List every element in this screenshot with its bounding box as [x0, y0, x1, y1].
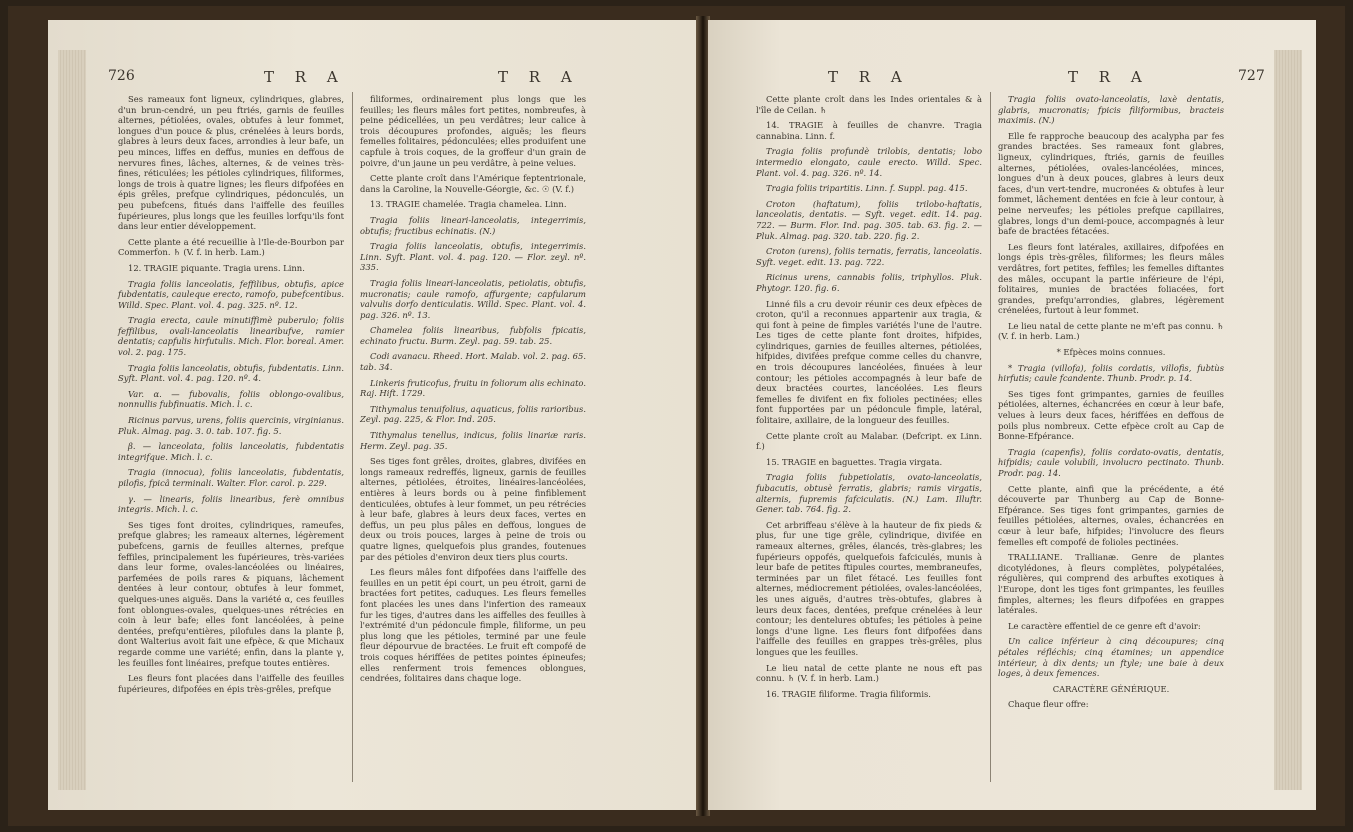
paragraph: Tragia foliis profundè trilobis, dentatis; lobo intermedio elongato, caule erecto. Willd. Spec. Plant. vol. 4. pag. 326. nº. 14.	[756, 146, 982, 178]
paragraph: Cette plante, ainfi que la précédente, a été découverte par Thunberg au Cap de Bonne-Efpérance. Ses tiges font grimpantes, garnies de feuilles pétiolées, alternes, ovales, échancrées en cœur à leur bafe, hifpides; l'involucre des fleurs femelles eft compofé de folioles pectinées.	[998, 483, 1224, 547]
paragraph: Tithymalus tenellus, indicus, foliis linariæ raris. Herm. Zeyl. pag. 35.	[360, 430, 586, 451]
running-head-right-1: T R A	[828, 68, 910, 86]
left-page-column-2	[360, 94, 586, 689]
paragraph: Croton (haftatum), foliis trilobo-haftatis, lanceolatis, dentatis. — Syft. veget. edit. 14. pag. 722. — Burm. Flor. Ind. pag. 305. tab. 63. fig. 2. — Pluk. Almag. pag. 320. tab. 220. fig. 2.	[756, 198, 982, 241]
paragraph: Tragia foliis lanceolatis, feffilibus, obtufis, apice fubdentatis, cauleque erecto, ramofo, pubefcentibus. Willd. Spec. Plant. vol. 4. pag. 325. nº. 12.	[118, 278, 344, 310]
paragraph: Cette plante croît dans les Indes orientales & à l'île de Ceilan. ♄	[756, 94, 982, 115]
paragraph: 13. TRAGIE chamelée. Tragia chamelea. Linn.	[370, 199, 567, 210]
paragraph: Ses tiges font grimpantes, garnies de feuilles pétiolées, alternes, échancrées en cœur à leur bafe, velues à leurs deux faces, hériffées en deffous de poils plus nombreux. Cette efpèce croît au Cap de Bonne-Efpérance.	[998, 388, 1224, 442]
paragraph: Cette plante croît au Malabar. (Defcript. ex Linn. f.)	[756, 430, 982, 452]
paragraph: Linné fils a cru devoir réunir ces deux efpèces de croton, qu'il a reconnues appartenir aux tragia, & qui font à peine de fimples variétés l'une de l'autre. Les tiges de cette plante font droites, hifpides, cylindriques, garnies de feuilles alternes, pétiolées, hifpides, divifées prefque comme celles du chanvre, en trois découpures lancéolées, finuées à leur contour; les pétioles accompagnés à leur bafe de deux bractées courtes, lancéolées. Les fleurs femelles fe divifent en fix folioles pectinées; elles font fupportées par un pédoncule fimple, latéral, folitaire, axillaire, de la longueur des feuilles.	[756, 298, 982, 426]
paragraph: Cet arbriffeau s'élève à la hauteur de fix pieds & plus, fur une tige grêle, cylindrique, divifée en rameaux alternes, grêles, élancés, très-glabres; les fupérieurs oppofés, quelquefois fafciculés, munis à leur bafe de petites ftipules courtes, membraneufes, terminées par un filet fétacé. Les feuilles font alternes, médiocrement pétiolées, ovales-lancéolées, les unes aiguës, d'autres très-obtufes, glabres à leurs deux faces, dentées, prefque crénelées à leur contour; les dentelures obtufes; les pétioles à peine longs d'une ligne. Les fleurs font difpofées dans l'aiffelle des feuilles en grappes très-grêles, plus longues que les feuilles.	[756, 519, 982, 657]
left-page-column-1	[118, 94, 344, 699]
paragraph: Tragia foliis ovato-lanceolatis, laxè dentatis, glabris, mucronatis; fpicis filiformibus, bracteis maximis. (N.)	[998, 94, 1224, 126]
paragraph: γ. — linearis, foliis linearibus, ferè omnibus integris. Mich. l. c.	[118, 493, 344, 515]
paragraph: Le lieu natal de cette plante ne m'eft pas connu. ♄ (V. f. in herb. Lam.)	[998, 320, 1224, 342]
paragraph: TRALLIANE. Trallianæ. Genre de plantes dicotylédones, à fleurs complètes, polypétalées, régulières, qui comprend des arbuftes exotiques à l'Europe, dont les tiges font grimpantes, les feuilles fimples, alternes; les fleurs difpofées en grappes latérales.	[998, 552, 1224, 616]
paragraph: Croton (urens), foliis ternatis, ferratis, lanceolatis. Syft. veget. edit. 13. pag. 722.	[756, 246, 982, 267]
paragraph: Le lieu natal de cette plante ne nous eft pas connu. ♄ (V. f. in herb. Lam.)	[756, 662, 982, 684]
paragraph: Cette plante croît dans l'Amérique feptentrionale, dans la Caroline, la Nouvelle-Géorgie, &c. ☉ (V. f.)	[360, 173, 586, 194]
left-page	[48, 20, 698, 810]
running-head-left-2: T R A	[498, 68, 580, 86]
paragraph: Tithymalus tenuifolius, aquaticus, foliis rarioribus. Zeyl. pag. 225, & Flor. Ind. 205.	[360, 403, 586, 425]
paragraph: 16. TRAGIE filiforme. Tragia filiformis.	[766, 688, 931, 699]
paragraph: Chaque fleur offre:	[1008, 699, 1089, 710]
paragraph: Linkeris fruticofus, fruitu in foliorum alis echinato. Raj. Hift. 1729.	[360, 377, 586, 399]
paragraph: 15. TRAGIE en baguettes. Tragia virgata.	[766, 456, 943, 467]
paragraph: Ricinus urens, cannabis foliis, triphyllos. Pluk. Phytogr. 120. fig. 6.	[756, 272, 982, 293]
paragraph: Tragia erecta, caule minutiffimè puberulo; foliis feffilibus, ovali-lanceolatis linearibufve, ramier dentatis; capfulis hirfutulis. Mich. Flor. boreal. Amer. vol. 2. pag. 175.	[118, 315, 344, 358]
paragraph: Tragia (innocua), foliis lanceolatis, fubdentatis, pilofis, fpicâ terminali. Walter. Flor. carol. p. 229.	[118, 467, 344, 488]
running-head-left-1: T R A	[264, 68, 346, 86]
page-number-left: 726	[108, 68, 135, 84]
paragraph: Les fleurs font latérales, axillaires, difpofées en longs épis très-grêles, filiformes; les fleurs mâles verdâtres, fort petites, feffiles; les femelles diftantes des mâles, occupant la partie inférieure de l'épi, folitaires, munies de bractées foliacées, fort grandes, prefqu'arrondies, glabres, légèrement crénelées, furtout à leur fommet.	[998, 241, 1224, 316]
paragraph: Elle fe rapproche beaucoup des acalypha par fes grandes bractées. Ses rameaux font glabres, ligneux, cylindriques, ftriés, garnis de feuilles alternes, pétiolées, ovales-lancéolées, minces, longues d'un à deux pouces, glabres à leurs deux faces, d'un vert-tendre, mucronées & obtufes à leur fommet, lâchement dentées en fcie à leur contour, à peine nerveufes; les pétioles prefque capillaires, glabres, longs d'un demi-pouce, accompagnés à leur bafe de bractées fétacées.	[998, 130, 1224, 237]
column-rule	[352, 92, 353, 782]
paragraph: Codi avanacu. Rheed. Hort. Malab. vol. 2. pag. 65. tab. 34.	[360, 351, 586, 373]
column-rule	[990, 92, 991, 782]
paragraph: Var. α. — fubovalis, foliis oblongo-ovalibus, nonnullis fubfinuatis. Mich. l. c.	[118, 388, 344, 410]
paragraph: β. — lanceolata, foliis lanceolatis, fubdentatis integrifque. Mich. l. c.	[118, 441, 344, 462]
running-head-right-2: T R A	[1068, 68, 1150, 86]
page-number-right: 727	[1238, 68, 1265, 84]
paragraph: Le caractère effentiel de ce genre eft d'avoir:	[1008, 620, 1201, 631]
page-edge-right	[1274, 50, 1302, 790]
paragraph: Tragia (capenfis), foliis cordato-ovatis, dentatis, hifpidis; caule volubili, involucro pectinato. Thunb. Prodr. pag. 14.	[998, 446, 1224, 478]
page-edge-left	[58, 50, 86, 790]
paragraph: Tragia foliis lanceolatis, obtufis, fubdentatis. Linn. Syft. Plant. vol. 4. pag. 120. nº. 4.	[118, 362, 344, 384]
paragraph: Tragia foliis lineari-lanceolatis, petiolatis, obtufis, mucronatis; caule ramofo, affurgente; capfularum valvulis dorfo denticulatis. Willd. Spec. Plant. vol. 4. pag. 326. nº. 13.	[360, 277, 586, 320]
paragraph: filiformes, ordinairement plus longs que les feuilles; les fleurs mâles fort petites, nombreufes, à peine pédicellées, un peu verdâtres; leur calice à trois découpures profondes, aiguës; les fleurs femelles folitaires, pédonculées; elles produifent une capfule à trois coques, de la groffeur d'un grain de poivre, d'un jaune un peu verdâtre, à peine velues.	[360, 94, 586, 168]
paragraph: Chamelea foliis linearibus, fubfolis fpicatis, echinato fructu. Burm. Zeyl. pag. 59. tab. 25.	[360, 325, 586, 346]
paragraph: Les fleurs font placées dans l'aiffelle des feuilles fupérieures, difpofées en épis très-grêles, prefque	[118, 673, 344, 694]
right-page	[708, 20, 1316, 810]
paragraph: Ricinus parvus, urens, foliis quercinis, virginianus. Pluk. Almag. pag. 3. 0. tab. 107. fig. 5.	[118, 415, 344, 436]
paragraph: CARACTÈRE GÉNÉRIQUE.	[1052, 683, 1170, 694]
paragraph: Tragia foliis tripartitis. Linn. f. Suppl. pag. 415.	[766, 183, 968, 194]
right-page-column-2	[998, 94, 1224, 715]
paragraph: Un calice inférieur à cinq découpures; cinq pétales réfléchis; cinq étamines; un appendice intérieur, à dix dents; un ftyle; une baie à deux loges, à deux femences.	[998, 636, 1224, 679]
paragraph: 14. TRAGIE à feuilles de chanvre. Tragia cannabina. Linn. f.	[756, 120, 982, 141]
paragraph: * Efpèces moins connues.	[1056, 347, 1166, 358]
right-page-column-1	[756, 94, 982, 704]
paragraph: Tragia foliis lanceolatis, obtufis, integerrimis. Linn. Syft. Plant. vol. 4. pag. 120. — Flor. zeyl. nº. 335.	[360, 241, 586, 273]
paragraph: Ses tiges font droites, cylindriques, rameufes, prefque glabres; les rameaux alternes, légèrement pubefcens, garnis de feuilles alternes, prefque feffiles, principalement les fupérieures, très-variées dans leur forme, ovales-lancéolées ou linéaires, parfemées de poils rares & piquans, lâchement dentées à leur contour, obtufes à leur fommet, quelques-unes aiguës. Dans la variété α, ces feuilles font oblongues-ovales, quelques-unes rétrécies en coin à leur bafe; elles font lancéolées, à peine dentées, prefqu'entières, pilofules dans la plante β, dont Walterius avoit fait une efpèce, & que Michaux regarde comme une variété; enfin, dans la plante γ, les feuilles font linéaires, prefque toutes entières.	[118, 519, 344, 668]
book-spread	[8, 6, 1345, 826]
paragraph: Ses rameaux font ligneux, cylindriques, glabres, d'un brun-cendré, un peu ftriés, garnis de feuilles alternes, pétiolées, ovales, obtufes à leur fommet, longues d'un pouce & plus, crénelées à leurs bords, glabres à leurs deux faces, arrondies à leur bafe, un peu minces, liffes en deffus, munies en deffous de nervures fines, lâches, alternes, & de veines très-fines, réticulées; les pétioles cylindriques, filiformes, longs de trois à quatre lignes; les fleurs difpofées en épis grêles, prefque cylindriques, pédonculés, un peu pubefcens, fitués dans l'aiffelle des feuilles fupérieures, plus longs que les feuilles lorfqu'ils font dans leur entier développement.	[118, 94, 344, 232]
paragraph: 12. TRAGIE piquante. Tragia urens. Linn.	[128, 262, 305, 273]
paragraph: * Tragia (villofa), foliis cordatis, villofis, fubtùs hirfutis; caule fcandente. Thunb. Prodr. p. 14.	[998, 362, 1224, 384]
paragraph: Ses tiges font grêles, droites, glabres, divifées en longs rameaux redreffés, ligneux, garnis de feuilles alternes, pétiolées, étroites, linéaires-lancéolées, entières à leurs bords ou à peine finfiblement denticulées, obtufes à leur fommet, un peu rétrécies à leur bafe, glabres à leurs deux faces, vertes en deffus, un peu plus pâles en deffous, longues de deux ou trois pouces, larges à peine de trois ou quatre lignes, quelquefois plus grandes, foutenues par des pétioles d'environ deux tiers plus courts.	[360, 456, 586, 562]
paragraph: Tragia foliis lineari-lanceolatis, integerrimis, obtufis; fructibus echinatis. (N.)	[360, 214, 586, 236]
paragraph: Tragia foliis fubpetiolatis, ovato-lanceolatis, fubacutis, obtusè ferratis, glabris; ramis virgatis, alternis, fupremis fafciculatis. (N.) Lam. Illuftr. Gener. tab. 764. fig. 2.	[756, 472, 982, 515]
paragraph: Cette plante a été recueillie à l'Ile-de-Bourbon par Commerfon. ♄ (V. f. in herb. Lam.)	[118, 236, 344, 258]
paragraph: Les fleurs mâles font difpofées dans l'aiffelle des feuilles en un petit épi court, un peu étroit, garni de bractées fort petites, caduques. Les fleurs femelles font placées les unes dans l'infertion des rameaux fur les tiges, d'autres dans les aiffelles des feuilles à l'extrémité d'un pédoncule fimple, filiforme, un peu plus long que les pétioles, terminé par une feule fleur dépourvue de bractées. Le fruit eft compofé de trois coques hériffées de petites pointes épineufes; elles renferment trois femences oblongues, cendrées, folitaires dans chaque loge.	[360, 567, 586, 684]
